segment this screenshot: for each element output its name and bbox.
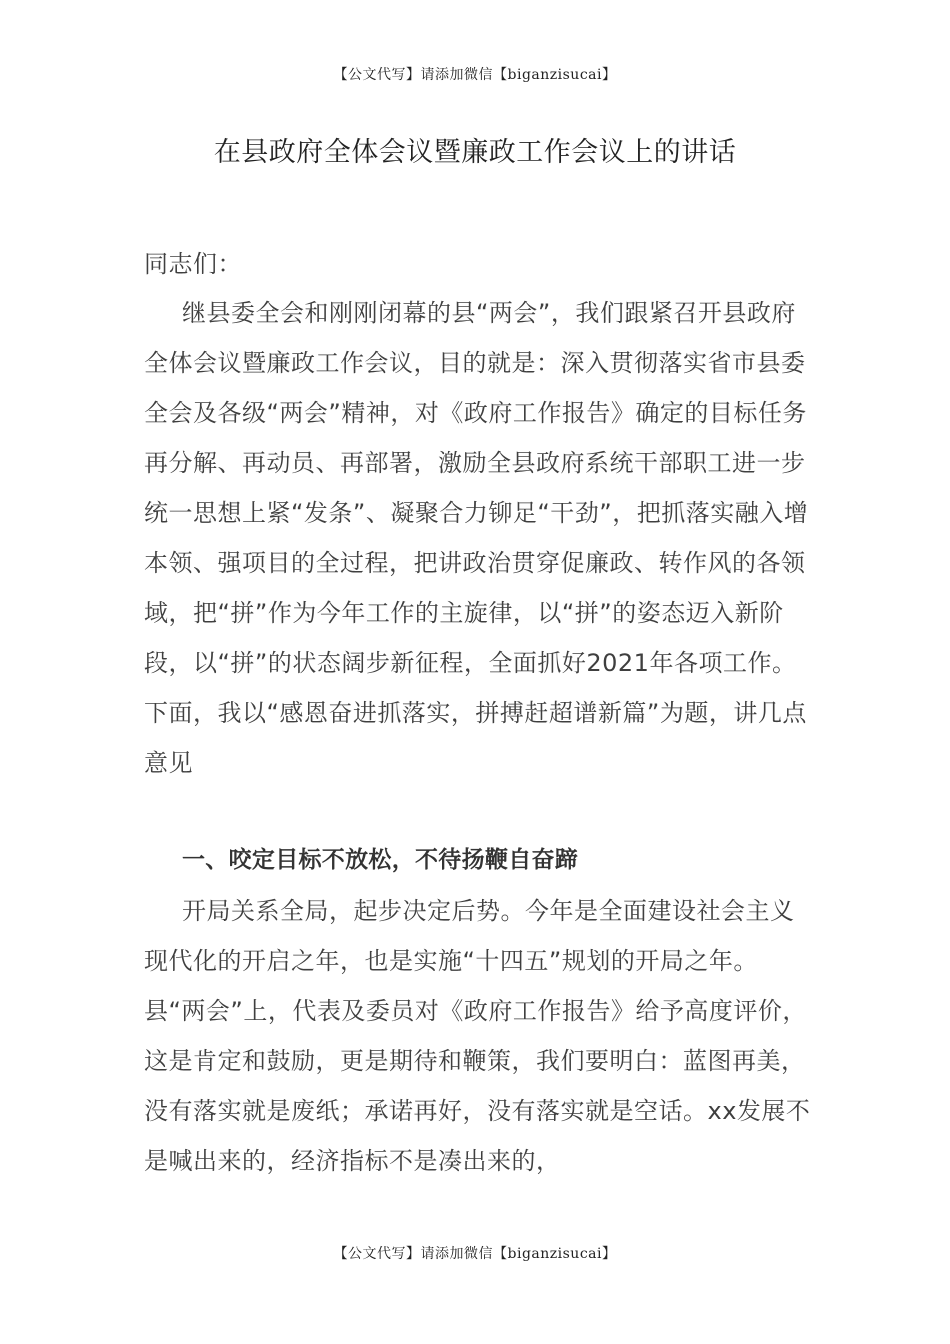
- document-title: 在县政府全体会议暨廉政工作会议上的讲话: [213, 137, 737, 168]
- page-header: 【公文代写】请添加微信【biganzisucai】: [333, 67, 617, 83]
- body-paragraph-1: 继县委全会和刚刚闭幕的县“两会”，我们跟紧召开县政府全体会议暨廉政工作会议，目的就是：深入贯彻落实省市县委全会及各级“两会”精神，对《政府工作报告》确定的目标任务再分解、再动员、再部署，激励全县政府系统干部职工进一步统一思想上紧“发条”、凝聚合力铆足“干劲”，把抓落实融入增本领、强项目的全过程，把讲政治贯穿促廉政、转作风的各领域，把“拼”作为今年工作的主旋律，以“拼”的姿态迈入新阶段，以“拼”的状态阔步新征程，全面抓好2021年各项工作。下面，我以“感恩奋进抓落实，拼搏赶超谱新篇”为题，讲几点意见: [144, 299, 809, 777]
- body-paragraph-2: 开局关系全局，起步决定后势。今年是全面建设社会主义现代化的开启之年，也是实施“十四五”规划的开局之年。县“两会”上，代表及委员对《政府工作报告》给予高度评价，这是肯定和鼓励，更是期待和鞭策，我们要明白：蓝图再美，没有落实就是废纸；承诺再好，没有落实就是空话。xx发展不是喊出来的，经济指标不是凑出来的，: [144, 897, 811, 1175]
- salutation: 同志们：: [144, 250, 242, 278]
- page-footer: 【公文代写】请添加微信【biganzisucai】: [333, 1246, 617, 1262]
- section-heading-1: 一、咬定目标不放松，不待扬鞭自奋蹄: [182, 847, 579, 873]
